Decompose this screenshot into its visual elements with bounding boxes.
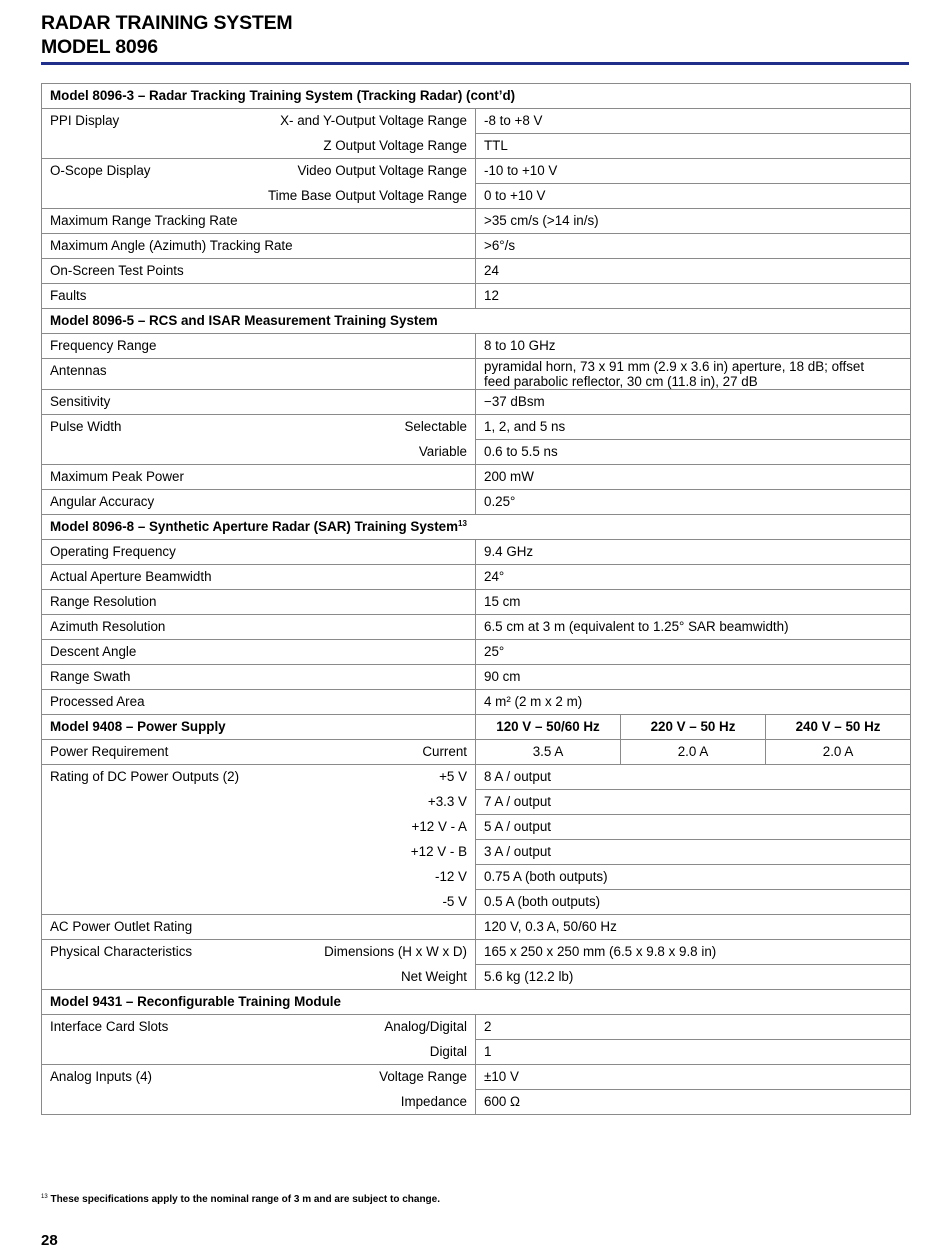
footnote — [41, 1194, 440, 1205]
table-row — [42, 1065, 911, 1090]
table-row — [42, 815, 911, 840]
table-row — [42, 840, 911, 865]
table-row — [42, 1015, 911, 1040]
spec-label: Operating Frequency — [42, 540, 476, 565]
spec-label: Range Swath — [42, 665, 476, 690]
spec-value: 0.5 A (both outputs) — [476, 890, 911, 915]
table-row — [42, 940, 911, 965]
section-row — [42, 715, 911, 740]
table-row — [42, 665, 911, 690]
table-row — [42, 159, 911, 184]
spec-value: 1, 2, and 5 ns — [476, 415, 911, 440]
spec-value: 2 — [476, 1015, 911, 1040]
header-title: RADAR TRAINING SYSTEM — [41, 12, 293, 34]
footnote-number: 13 — [41, 1194, 48, 1200]
spec-value: 200 mW — [476, 465, 911, 490]
table-row — [42, 1040, 911, 1065]
spec-value: 3.5 A — [476, 740, 621, 765]
table-row — [42, 465, 911, 490]
table-row — [42, 109, 911, 134]
spec-value: 9.4 GHz — [476, 540, 911, 565]
spec-value: 2.0 A — [766, 740, 911, 765]
spec-label: Variable — [42, 440, 476, 465]
page-header — [41, 11, 909, 65]
table-row — [42, 615, 911, 640]
table-row — [42, 690, 911, 715]
table-row — [42, 234, 911, 259]
spec-label: Maximum Peak Power — [42, 465, 476, 490]
spec-label: Digital — [42, 1040, 476, 1065]
column-header-220v: 220 V – 50 Hz — [621, 715, 766, 740]
spec-label: Range Resolution — [42, 590, 476, 615]
spec-label: Actual Aperture Beamwidth — [42, 565, 476, 590]
table-row — [42, 390, 911, 415]
spec-label: AC Power Outlet Rating — [42, 915, 476, 940]
spec-value: 24° — [476, 565, 911, 590]
spec-label: Descent Angle — [42, 640, 476, 665]
table-row — [42, 790, 911, 815]
table-row — [42, 259, 911, 284]
spec-value: 5 A / output — [476, 815, 911, 840]
table-row — [42, 440, 911, 465]
spec-label: -5 V — [42, 890, 476, 915]
section-row — [42, 990, 911, 1015]
spec-label: On-Screen Test Points — [42, 259, 476, 284]
section-heading-8096-5: Model 8096-5 – RCS and ISAR Measurement Training System — [42, 309, 911, 334]
spec-label: +12 V - B — [42, 840, 476, 865]
table-row — [42, 915, 911, 940]
spec-value: 8 to 10 GHz — [476, 334, 911, 359]
table-row — [42, 415, 911, 440]
section-row — [42, 84, 911, 109]
spec-label: Faults — [42, 284, 476, 309]
spec-label: Frequency Range — [42, 334, 476, 359]
table-row — [42, 890, 911, 915]
table-row — [42, 865, 911, 890]
spec-label: +3.3 V — [42, 790, 476, 815]
section-heading-9408: Model 9408 – Power Supply — [42, 715, 476, 740]
spec-label: Time Base Output Voltage Range — [42, 184, 476, 209]
specifications-table — [41, 83, 911, 1115]
table-row — [42, 490, 911, 515]
table-row — [42, 184, 911, 209]
spec-value: 2.0 A — [621, 740, 766, 765]
spec-value: >35 cm/s (>14 in/s) — [476, 209, 911, 234]
spec-label: +12 V - A — [42, 815, 476, 840]
table-row — [42, 284, 911, 309]
spec-label: -12 V — [42, 865, 476, 890]
table-row — [42, 1090, 911, 1115]
spec-label: Maximum Range Tracking Rate — [42, 209, 476, 234]
spec-value: 90 cm — [476, 665, 911, 690]
spec-value: TTL — [476, 134, 911, 159]
spec-value: 0.6 to 5.5 ns — [476, 440, 911, 465]
table-row — [42, 359, 911, 390]
spec-label: Maximum Angle (Azimuth) Tracking Rate — [42, 234, 476, 259]
spec-label: Analog Inputs (4) Voltage Range — [42, 1065, 476, 1090]
section-row — [42, 515, 911, 540]
header-rule — [41, 62, 909, 65]
table-row — [42, 565, 911, 590]
spec-value: 0 to +10 V — [476, 184, 911, 209]
section-heading-8096-3: Model 8096-3 – Radar Tracking Training System (Tracking Radar) (cont’d) — [42, 84, 911, 109]
spec-label: Z Output Voltage Range — [42, 134, 476, 159]
table-row — [42, 134, 911, 159]
spec-value: 0.25° — [476, 490, 911, 515]
spec-label: Processed Area — [42, 690, 476, 715]
spec-value: ±10 V — [476, 1065, 911, 1090]
column-header-120v: 120 V – 50/60 Hz — [476, 715, 621, 740]
spec-value: 0.75 A (both outputs) — [476, 865, 911, 890]
spec-value: -10 to +10 V — [476, 159, 911, 184]
section-row — [42, 309, 911, 334]
spec-value: 8 A / output — [476, 765, 911, 790]
spec-value: 4 m² (2 m x 2 m) — [476, 690, 911, 715]
footnote-ref: 13 — [458, 519, 467, 528]
spec-value: 12 — [476, 284, 911, 309]
spec-value: 1 — [476, 1040, 911, 1065]
spec-label: Physical Characteristics Dimensions (H x W x D) — [42, 940, 476, 965]
spec-label: Angular Accuracy — [42, 490, 476, 515]
table-row — [42, 334, 911, 359]
table-row — [42, 640, 911, 665]
spec-value: 165 x 250 x 250 mm (6.5 x 9.8 x 9.8 in) — [476, 940, 911, 965]
page-number: 28 — [41, 1232, 58, 1249]
spec-value: 5.6 kg (12.2 lb) — [476, 965, 911, 990]
spec-value: −37 dBsm — [476, 390, 911, 415]
spec-value: 25° — [476, 640, 911, 665]
spec-value: 3 A / output — [476, 840, 911, 865]
spec-value: >6°/s — [476, 234, 911, 259]
spec-value: pyramidal horn, 73 x 91 mm (2.9 x 3.6 in) aperture, 18 dB; offset feed parabolic reflector, 30 cm (11.8 in), 27 dB — [476, 359, 911, 390]
column-header-240v: 240 V – 50 Hz — [766, 715, 911, 740]
spec-label: Rating of DC Power Outputs (2) +5 V — [42, 765, 476, 790]
spec-label: Power Requirement Current — [42, 740, 476, 765]
spec-value: -8 to +8 V — [476, 109, 911, 134]
section-heading-8096-8: Model 8096-8 – Synthetic Aperture Radar (SAR) Training System$^{13}$ — [42, 515, 911, 540]
spec-value: 6.5 cm at 3 m (equivalent to 1.25° SAR beamwidth) — [476, 615, 911, 640]
footnote-text: These specifications apply to the nominal range of 3 m and are subject to change. — [50, 1194, 440, 1205]
table-row — [42, 965, 911, 990]
table-row — [42, 765, 911, 790]
table-row — [42, 209, 911, 234]
table-row — [42, 540, 911, 565]
spec-value: 24 — [476, 259, 911, 284]
spec-label: Interface Card Slots Analog/Digital — [42, 1015, 476, 1040]
spec-value: 600 Ω — [476, 1090, 911, 1115]
spec-label: Impedance — [42, 1090, 476, 1115]
spec-label: O-Scope Display Video Output Voltage Range — [42, 159, 476, 184]
spec-value: 7 A / output — [476, 790, 911, 815]
header-model: MODEL 8096 — [41, 36, 158, 58]
spec-label: PPI Display X- and Y-Output Voltage Range — [42, 109, 476, 134]
table-row — [42, 590, 911, 615]
spec-label: Sensitivity — [42, 390, 476, 415]
table-row — [42, 740, 911, 765]
spec-value: 120 V, 0.3 A, 50/60 Hz — [476, 915, 911, 940]
spec-label: Pulse Width Selectable — [42, 415, 476, 440]
section-heading-9431: Model 9431 – Reconfigurable Training Module — [42, 990, 911, 1015]
spec-value: 15 cm — [476, 590, 911, 615]
spec-label: Azimuth Resolution — [42, 615, 476, 640]
spec-label: Net Weight — [42, 965, 476, 990]
spec-label: Antennas — [42, 359, 476, 390]
